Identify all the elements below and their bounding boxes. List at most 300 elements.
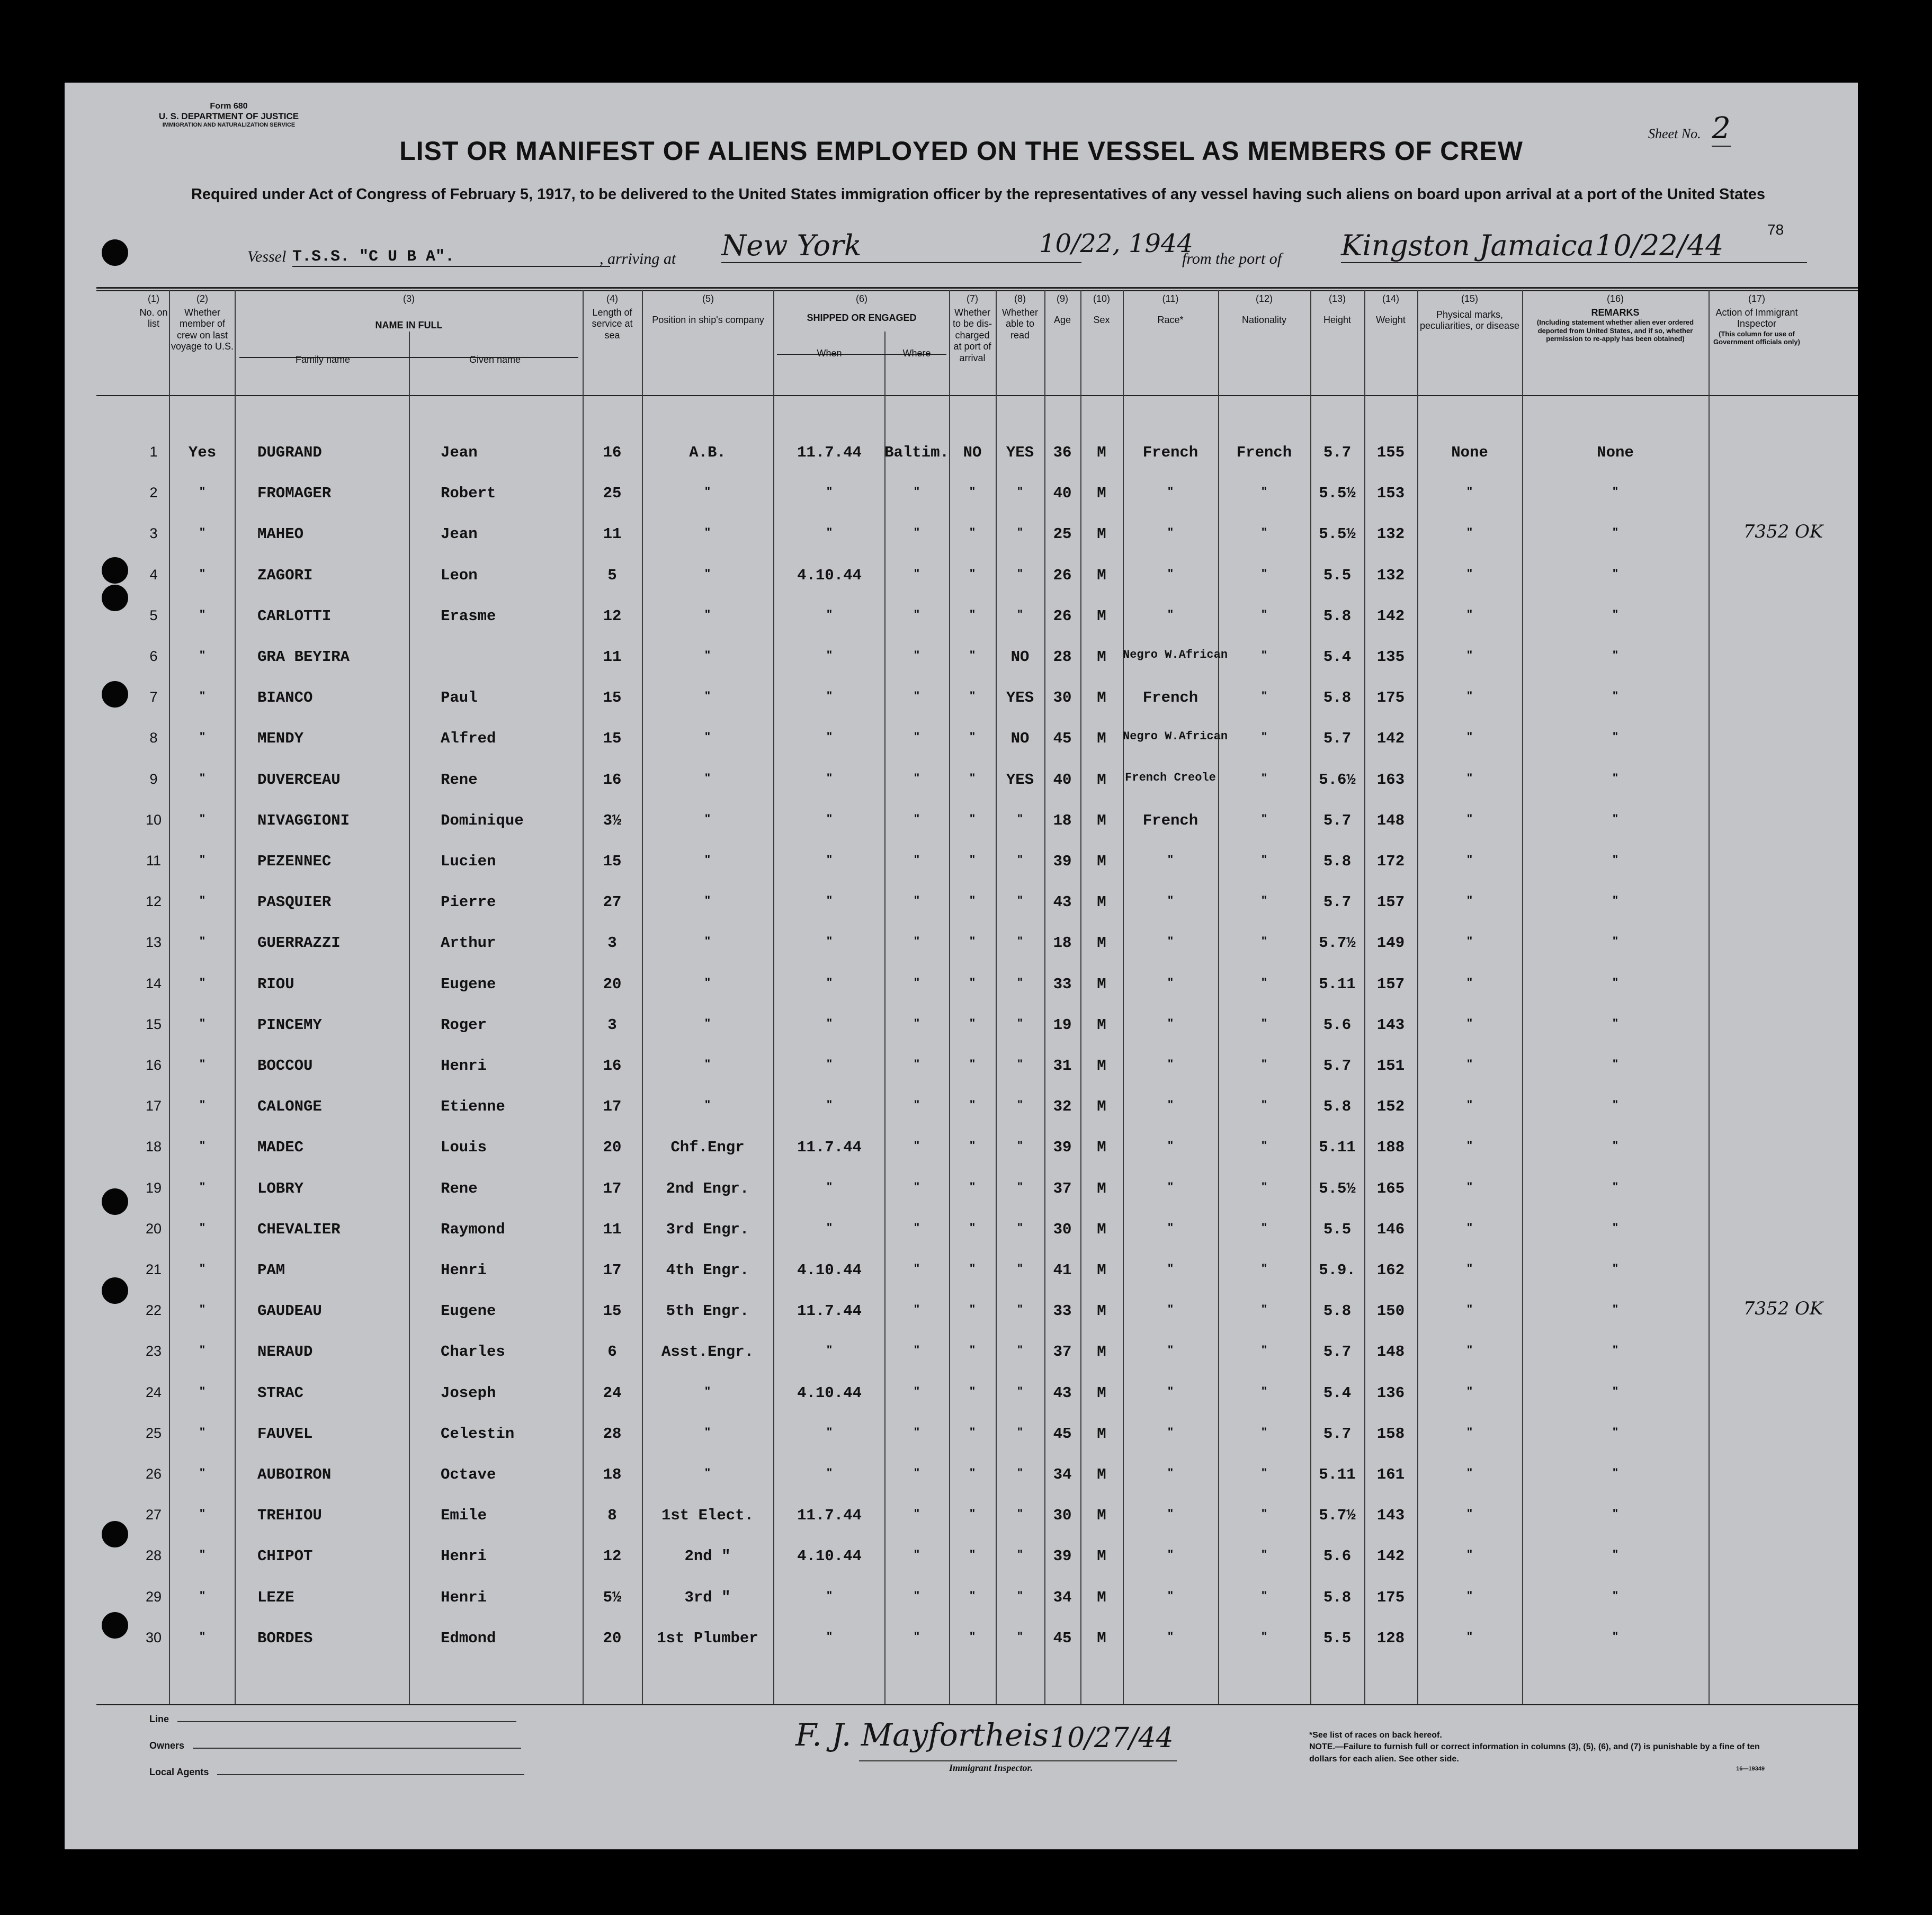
- cell-read: ": [1017, 1221, 1023, 1234]
- cell-age: 30: [1053, 689, 1072, 706]
- cell-given: Jean: [441, 525, 478, 543]
- cell-where: ": [914, 1139, 920, 1152]
- binder-hole: [102, 1188, 128, 1215]
- cell-family: ZAGORI: [257, 567, 313, 584]
- cell-when: ": [826, 525, 833, 539]
- cell-age: 25: [1053, 525, 1072, 543]
- cell-position: ": [704, 934, 711, 947]
- cell-race: French Creole: [1125, 771, 1216, 784]
- cell-nationality: ": [1261, 730, 1267, 743]
- cell-no: 1: [149, 444, 158, 460]
- cell-remarks: ": [1612, 1098, 1618, 1111]
- cell-remarks: ": [1612, 689, 1618, 702]
- cell-read: ": [1017, 1139, 1023, 1152]
- cell-sex: M: [1097, 1302, 1106, 1320]
- cell-age: 37: [1053, 1180, 1072, 1197]
- cell-nationality: ": [1261, 1343, 1267, 1356]
- cell-age: 45: [1053, 1425, 1072, 1443]
- cell-position: 4th Engr.: [666, 1261, 749, 1279]
- cell-position: Asst.Engr.: [661, 1343, 754, 1361]
- col-header-shipped: (6) SHIPPED OR ENGAGED When Where: [807, 293, 931, 359]
- cell-family: TREHIOU: [257, 1507, 322, 1524]
- cell-family: BOCCOU: [257, 1057, 313, 1075]
- cell-family: NIVAGGIONI: [257, 812, 350, 829]
- cell-service: 15: [603, 853, 622, 870]
- cell-height: 5.7: [1323, 730, 1352, 747]
- cell-read: ": [1017, 1261, 1023, 1275]
- cell-nationality: ": [1261, 1098, 1267, 1111]
- cell-family: LEZE: [257, 1589, 294, 1606]
- cell-discharged: ": [969, 853, 976, 866]
- cell-family: CARLOTTI: [257, 607, 332, 625]
- cell-weight: 165: [1376, 1180, 1405, 1197]
- cell-crew: ": [199, 812, 205, 825]
- cell-where: ": [914, 730, 920, 743]
- cell-remarks: ": [1612, 812, 1618, 825]
- cell-given: Rene: [441, 771, 478, 789]
- cell-no: 5: [149, 607, 158, 623]
- cell-race: ": [1167, 1221, 1174, 1234]
- cell-service: 25: [603, 485, 622, 502]
- cell-race: ": [1167, 976, 1174, 989]
- cell-service: 15: [603, 689, 622, 706]
- cell-age: 34: [1053, 1466, 1072, 1483]
- cell-service: 18: [603, 1466, 622, 1483]
- cell-no: 24: [145, 1384, 162, 1400]
- cell-remarks: ": [1612, 934, 1618, 947]
- col-header-sex: (10) Sex: [1093, 293, 1110, 325]
- cell-discharged: ": [969, 1261, 976, 1275]
- cell-age: 45: [1053, 730, 1072, 747]
- cell-crew: ": [199, 853, 205, 866]
- cell-when: 4.10.44: [797, 567, 862, 584]
- cell-given: Robert: [441, 485, 496, 502]
- cell-read: ": [1017, 1425, 1023, 1438]
- cell-given: Leon: [441, 567, 478, 584]
- cell-height: 5.8: [1323, 689, 1352, 706]
- cell-height: 5.11: [1319, 976, 1356, 993]
- cell-crew: ": [199, 1425, 205, 1438]
- cell-no: 19: [145, 1180, 162, 1196]
- cell-height: 5.6: [1323, 1547, 1352, 1565]
- cell-race: ": [1167, 1139, 1174, 1152]
- cell-discharged: ": [969, 1180, 976, 1193]
- cell-remarks: ": [1612, 1261, 1618, 1275]
- cell-service: 12: [603, 607, 622, 625]
- owners-field: Owners: [149, 1740, 521, 1751]
- cell-given: Joseph: [441, 1384, 496, 1402]
- cell-age: 39: [1053, 1547, 1072, 1565]
- col-header-action: (17) Action of Immigrant Inspector (This column for use of Government officials only): [1713, 293, 1800, 346]
- cell-when: ": [826, 730, 833, 743]
- cell-age: 40: [1053, 485, 1072, 502]
- cell-nationality: ": [1261, 934, 1267, 947]
- cell-race: ": [1167, 607, 1174, 621]
- cell-discharged: ": [969, 689, 976, 702]
- binder-hole: [102, 681, 128, 708]
- cell-where: Baltim.: [884, 444, 949, 461]
- cell-read: ": [1017, 607, 1023, 621]
- vessel-name: T.S.S. "C U B A".: [292, 248, 610, 267]
- cell-discharged: ": [969, 1630, 976, 1643]
- form-identifier: [133, 102, 324, 129]
- footer-notes: [1309, 1730, 1786, 1774]
- cell-family: CALONGE: [257, 1098, 322, 1115]
- cell-marks: ": [1466, 1425, 1473, 1438]
- cell-no: 22: [145, 1302, 162, 1318]
- cell-when: ": [826, 771, 833, 784]
- cell-race: ": [1167, 1384, 1174, 1398]
- cell-age: 18: [1053, 934, 1072, 952]
- cell-race: ": [1167, 1180, 1174, 1193]
- cell-where: ": [914, 934, 920, 947]
- cell-height: 5.8: [1323, 1589, 1352, 1606]
- cell-sex: M: [1097, 607, 1106, 625]
- cell-given: Henri: [441, 1261, 487, 1279]
- binder-hole: [102, 239, 128, 266]
- cell-crew: ": [199, 1261, 205, 1275]
- cell-sex: M: [1097, 1384, 1106, 1402]
- cell-sex: M: [1097, 1261, 1106, 1279]
- cell-race: ": [1167, 1589, 1174, 1602]
- cell-where: ": [914, 1016, 920, 1030]
- cell-given: Lucien: [441, 853, 496, 870]
- cell-where: ": [914, 976, 920, 989]
- cell-where: ": [914, 1384, 920, 1398]
- cell-weight: 143: [1376, 1016, 1405, 1034]
- cell-family: PASQUIER: [257, 893, 332, 911]
- cell-marks: ": [1466, 893, 1473, 907]
- agents-field: Local Agents: [149, 1767, 524, 1778]
- cell-nationality: ": [1261, 525, 1267, 539]
- cell-no: 25: [145, 1425, 162, 1441]
- binder-hole: [102, 557, 128, 584]
- cell-family: MADEC: [257, 1139, 304, 1156]
- cell-given: Henri: [441, 1057, 487, 1075]
- from-port: Kingston Jamaica: [1341, 229, 1807, 263]
- service-name: IMMIGRATION AND NATURALIZATION SERVICE: [162, 121, 296, 128]
- cell-marks: ": [1466, 1139, 1473, 1152]
- cell-marks: ": [1466, 812, 1473, 825]
- cell-no: 30: [145, 1630, 162, 1645]
- cell-discharged: ": [969, 525, 976, 539]
- cell-weight: 150: [1376, 1302, 1405, 1320]
- cell-height: 5.4: [1323, 1384, 1352, 1402]
- cell-marks: ": [1466, 1466, 1473, 1479]
- cell-when: ": [826, 689, 833, 702]
- cell-no: 9: [149, 771, 158, 787]
- column-rule: [1123, 290, 1124, 1704]
- table-bottom-rule: [96, 1704, 1858, 1705]
- cell-age: 41: [1053, 1261, 1072, 1279]
- cell-when: ": [826, 1589, 833, 1602]
- cell-age: 30: [1053, 1507, 1072, 1524]
- cell-sex: M: [1097, 1343, 1106, 1361]
- cell-no: 7: [149, 689, 158, 705]
- cell-when: ": [826, 1016, 833, 1030]
- col-header-age: (9) Age: [1053, 293, 1071, 325]
- cell-height: 5.4: [1323, 648, 1352, 666]
- cell-age: 28: [1053, 648, 1072, 666]
- cell-crew: ": [199, 893, 205, 907]
- cell-no: 12: [145, 893, 162, 909]
- cell-age: 26: [1053, 607, 1072, 625]
- cell-position: 5th Engr.: [666, 1302, 749, 1320]
- cell-discharged: ": [969, 648, 976, 661]
- cell-crew: ": [199, 1180, 205, 1193]
- cell-given: Octave: [441, 1466, 496, 1483]
- column-rule: [1080, 290, 1081, 1704]
- cell-remarks: ": [1612, 1057, 1618, 1070]
- cell-remarks: ": [1612, 1384, 1618, 1398]
- cell-sex: M: [1097, 853, 1106, 870]
- cell-marks: ": [1466, 607, 1473, 621]
- cell-position: Chf.Engr: [670, 1139, 745, 1156]
- cell-when: ": [826, 893, 833, 907]
- cell-remarks: ": [1612, 1547, 1618, 1561]
- cell-service: 8: [607, 1507, 617, 1524]
- cell-where: ": [914, 525, 920, 539]
- cell-marks: ": [1466, 1343, 1473, 1356]
- cell-discharged: ": [969, 893, 976, 907]
- cell-read: ": [1017, 1630, 1023, 1643]
- cell-weight: 132: [1376, 525, 1405, 543]
- cell-family: STRAC: [257, 1384, 304, 1402]
- cell-given: Pierre: [441, 893, 496, 911]
- cell-when: ": [826, 1425, 833, 1438]
- cell-service: 17: [603, 1261, 622, 1279]
- cell-weight: 143: [1376, 1507, 1405, 1524]
- cell-remarks: ": [1612, 1139, 1618, 1152]
- cell-nationality: ": [1261, 1302, 1267, 1316]
- cell-marks: ": [1466, 853, 1473, 866]
- cell-given: Etienne: [441, 1098, 505, 1115]
- cell-service: 16: [603, 444, 622, 461]
- cell-nationality: ": [1261, 1425, 1267, 1438]
- cell-where: ": [914, 853, 920, 866]
- cell-when: ": [826, 812, 833, 825]
- cell-remarks: ": [1612, 1343, 1618, 1356]
- col-header-race: (11) Race*: [1157, 293, 1184, 325]
- col-header-remarks: (16) REMARKS (Including statement whether alien ever ordered deported from United States, and if so, whether permission to re-apply has been obtained): [1536, 293, 1694, 343]
- cell-when: 4.10.44: [797, 1261, 862, 1279]
- col-header-name: (3) NAME IN FULL Family name Given name: [295, 293, 521, 365]
- cell-race: ": [1167, 1425, 1174, 1438]
- cell-weight: 151: [1376, 1057, 1405, 1075]
- cell-sex: M: [1097, 1547, 1106, 1565]
- cell-sex: M: [1097, 812, 1106, 829]
- column-rule: [1044, 290, 1045, 1704]
- cell-where: ": [914, 812, 920, 825]
- cell-race: ": [1167, 893, 1174, 907]
- cell-crew: ": [199, 1466, 205, 1479]
- cell-marks: ": [1466, 1057, 1473, 1070]
- cell-sex: M: [1097, 893, 1106, 911]
- form-number: Form 680: [210, 102, 248, 111]
- cell-where: ": [914, 1507, 920, 1520]
- cell-height: 5.7: [1323, 893, 1352, 911]
- cell-remarks: ": [1612, 976, 1618, 989]
- arriving-label: , arriving at: [600, 250, 676, 267]
- cell-where: ": [914, 1589, 920, 1602]
- cell-position: ": [704, 893, 711, 907]
- cell-crew: ": [199, 1057, 205, 1070]
- cell-crew: ": [199, 525, 205, 539]
- cell-weight: 155: [1376, 444, 1405, 461]
- sheet-label: Sheet No.: [1648, 126, 1701, 141]
- cell-service: 11: [603, 525, 622, 543]
- cell-discharged: ": [969, 1302, 976, 1316]
- column-rule: [1522, 290, 1523, 1704]
- cell-remarks: ": [1612, 1180, 1618, 1193]
- cell-given: Henri: [441, 1589, 487, 1606]
- inspector-date: 10/27/44: [1050, 1722, 1174, 1754]
- cell-remarks: ": [1612, 1507, 1618, 1520]
- cell-service: 20: [603, 1139, 622, 1156]
- cell-position: ": [704, 485, 711, 498]
- cell-when: ": [826, 607, 833, 621]
- cell-service: 3: [607, 934, 617, 952]
- cell-given: Paul: [441, 689, 478, 706]
- cell-sex: M: [1097, 1507, 1106, 1524]
- column-rule: [642, 290, 643, 1704]
- cell-marks: ": [1466, 1630, 1473, 1643]
- cell-height: 5.8: [1323, 1098, 1352, 1115]
- cell-remarks: ": [1612, 1221, 1618, 1234]
- cell-nationality: ": [1261, 607, 1267, 621]
- inspector-label: Immigrant Inspector.: [949, 1762, 1033, 1773]
- cell-age: 33: [1053, 976, 1072, 993]
- cell-sex: M: [1097, 1589, 1106, 1606]
- column-rule: [949, 290, 950, 1704]
- cell-age: 39: [1053, 853, 1072, 870]
- cell-no: 29: [145, 1589, 162, 1605]
- cell-marks: ": [1466, 567, 1473, 580]
- cell-service: 6: [607, 1343, 617, 1361]
- cell-marks: ": [1466, 1180, 1473, 1193]
- cell-read: NO: [1010, 648, 1030, 666]
- cell-weight: 157: [1376, 893, 1405, 911]
- cell-height: 5.7½: [1319, 1507, 1356, 1524]
- cell-sex: M: [1097, 1139, 1106, 1156]
- line-field: Line: [149, 1714, 516, 1725]
- cell-height: 5.8: [1323, 1302, 1352, 1320]
- cell-race: ": [1167, 1302, 1174, 1316]
- cell-family: PEZENNEC: [257, 853, 332, 870]
- col-header-marks: (15) Physical marks, peculiarities, or disease: [1419, 293, 1520, 332]
- arrival-date: 10/22, 1944: [1039, 229, 1193, 258]
- cell-nationality: ": [1261, 648, 1267, 661]
- cell-crew: ": [199, 1547, 205, 1561]
- table-top-rule: [96, 290, 1858, 291]
- cell-position: ": [704, 771, 711, 784]
- cell-read: ": [1017, 1180, 1023, 1193]
- cell-sex: M: [1097, 1180, 1106, 1197]
- races-note: *See list of races on back hereof.: [1309, 1731, 1442, 1740]
- cell-height: 5.5½: [1319, 485, 1356, 502]
- cell-race: ": [1167, 1343, 1174, 1356]
- cell-given: Celestin: [441, 1425, 515, 1443]
- cell-no: 18: [145, 1139, 162, 1155]
- header-bottom-rule: [96, 395, 1858, 396]
- cell-position: ": [704, 1384, 711, 1398]
- cell-when: 4.10.44: [797, 1547, 862, 1565]
- cell-race: ": [1167, 1098, 1174, 1111]
- cell-read: ": [1017, 1057, 1023, 1070]
- cell-when: ": [826, 1057, 833, 1070]
- inspector-signature: F. J. Mayfortheis: [795, 1717, 1049, 1753]
- column-rule: [235, 290, 236, 1704]
- cell-race: ": [1167, 853, 1174, 866]
- cell-read: ": [1017, 1343, 1023, 1356]
- cell-nationality: ": [1261, 1261, 1267, 1275]
- cell-family: MENDY: [257, 730, 304, 747]
- cell-position: ": [704, 1098, 711, 1111]
- cell-sex: M: [1097, 730, 1106, 747]
- cell-height: 5.8: [1323, 607, 1352, 625]
- binder-hole: [102, 585, 128, 611]
- cell-where: ": [914, 1343, 920, 1356]
- cell-race: ": [1167, 1466, 1174, 1479]
- cell-family: PINCEMY: [257, 1016, 322, 1034]
- from-port-label: from the port of: [1182, 250, 1282, 267]
- binder-hole: [102, 1277, 128, 1304]
- cell-marks: ": [1466, 1589, 1473, 1602]
- cell-discharged: ": [969, 1547, 976, 1561]
- cell-marks: ": [1466, 485, 1473, 498]
- cell-where: ": [914, 1261, 920, 1275]
- cell-given: Alfred: [441, 730, 496, 747]
- cell-when: ": [826, 485, 833, 498]
- cell-marks: ": [1466, 1016, 1473, 1030]
- cell-remarks: ": [1612, 771, 1618, 784]
- cell-nationality: ": [1261, 1221, 1267, 1234]
- cell-no: 20: [145, 1221, 162, 1237]
- cell-nationality: ": [1261, 689, 1267, 702]
- from-date: 10/22/44: [1595, 229, 1724, 262]
- cell-discharged: ": [969, 771, 976, 784]
- penalty-note: NOTE.—Failure to furnish full or correct information in columns (3), (5), (6), and (7) is punishable by a fine of ten dollars for each alien. See other side.: [1309, 1742, 1760, 1764]
- cell-height: 5.7: [1323, 812, 1352, 829]
- cell-action: 7352 OK: [1743, 521, 1823, 542]
- cell-when: ": [826, 976, 833, 989]
- cell-age: 39: [1053, 1139, 1072, 1156]
- cell-discharged: ": [969, 1139, 976, 1152]
- cell-position: ": [704, 525, 711, 539]
- cell-weight: 158: [1376, 1425, 1405, 1443]
- cell-service: 16: [603, 1057, 622, 1075]
- cell-remarks: ": [1612, 525, 1618, 539]
- cell-nationality: ": [1261, 567, 1267, 580]
- cell-age: 32: [1053, 1098, 1072, 1115]
- cell-age: 18: [1053, 812, 1072, 829]
- cell-when: 11.7.44: [797, 444, 862, 461]
- cell-marks: ": [1466, 525, 1473, 539]
- cell-where: ": [914, 607, 920, 621]
- cell-remarks: ": [1612, 1016, 1618, 1030]
- cell-family: MAHEO: [257, 525, 304, 543]
- cell-when: 11.7.44: [797, 1302, 862, 1320]
- cell-position: ": [704, 1466, 711, 1479]
- signature-rule: [859, 1760, 1177, 1761]
- col-header-nationality: (12) Nationality: [1241, 293, 1287, 325]
- cell-family: GUERRAZZI: [257, 934, 341, 952]
- cell-no: 2: [149, 485, 158, 500]
- cell-family: GRA BEYIRA: [257, 648, 350, 666]
- cell-read: ": [1017, 893, 1023, 907]
- cell-remarks: ": [1612, 1302, 1618, 1316]
- cell-position: ": [704, 976, 711, 989]
